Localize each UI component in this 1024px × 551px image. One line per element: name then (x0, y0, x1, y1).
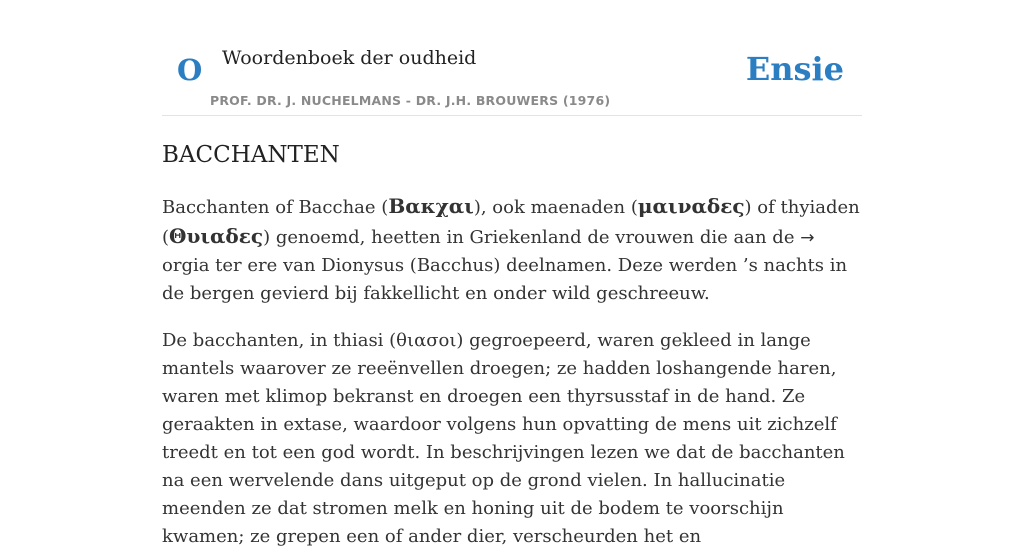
book-title[interactable]: Woordenboek der oudheid (222, 47, 477, 69)
ensie-logo-link[interactable]: Ensie (745, 50, 844, 88)
entry-content (162, 139, 862, 551)
letter-index-link[interactable]: O (177, 53, 203, 87)
book-header (162, 0, 862, 116)
entry-title: BACCHANTEN (162, 142, 340, 168)
arrow-right-icon: → (800, 228, 815, 248)
paragraph-text: ), ook maenaden ( (473, 197, 638, 218)
greek-term: Θυιαδες (169, 224, 264, 248)
greek-term: Βακχαι (388, 194, 474, 218)
paragraph-text: Bacchanten of Bacchae ( (162, 197, 389, 218)
greek-term: μαιναδες (637, 194, 745, 218)
book-authors: PROF. DR. J. NUCHELMANS - DR. J.H. BROUWERS (1976) (210, 93, 611, 108)
entry-paragraph-2: De bacchanten, in thiasi (θιασοι) gegroepeerd, waren gekleed in lange mantels waarover ze reeënvellen droegen; ze hadden loshangende haren, waren met klimop bekranst en droegen een thyrsusstaf in de hand. Ze geraakten in extase, waardoor volgens hun opvatting de mens uit zichzelf treedt en tot een god wordt. In beschrijvingen lezen we dat de bacchanten na een wervelende dans uitgeput op de grond vielen. In hallucinatie meenden ze dat stromen melk en honing uit de bodem te voorschijn kwamen; ze grepen een of ander dier, verscheurden het en (162, 330, 845, 547)
entry-paragraph-1 (162, 192, 862, 308)
paragraph-text: ter ere van Dionysus (Bacchus) deelnamen. Deze werden ’s nachts in de bergen gevierd bij fakkellicht en onder wild geschreeuw. (162, 255, 848, 304)
cross-reference-label: orgia (162, 255, 210, 276)
paragraph-text: ) of thyiaden ( (162, 197, 860, 248)
paragraph-text: ) genoemd, heetten in Griekenland de vrouwen die aan de (263, 227, 801, 248)
